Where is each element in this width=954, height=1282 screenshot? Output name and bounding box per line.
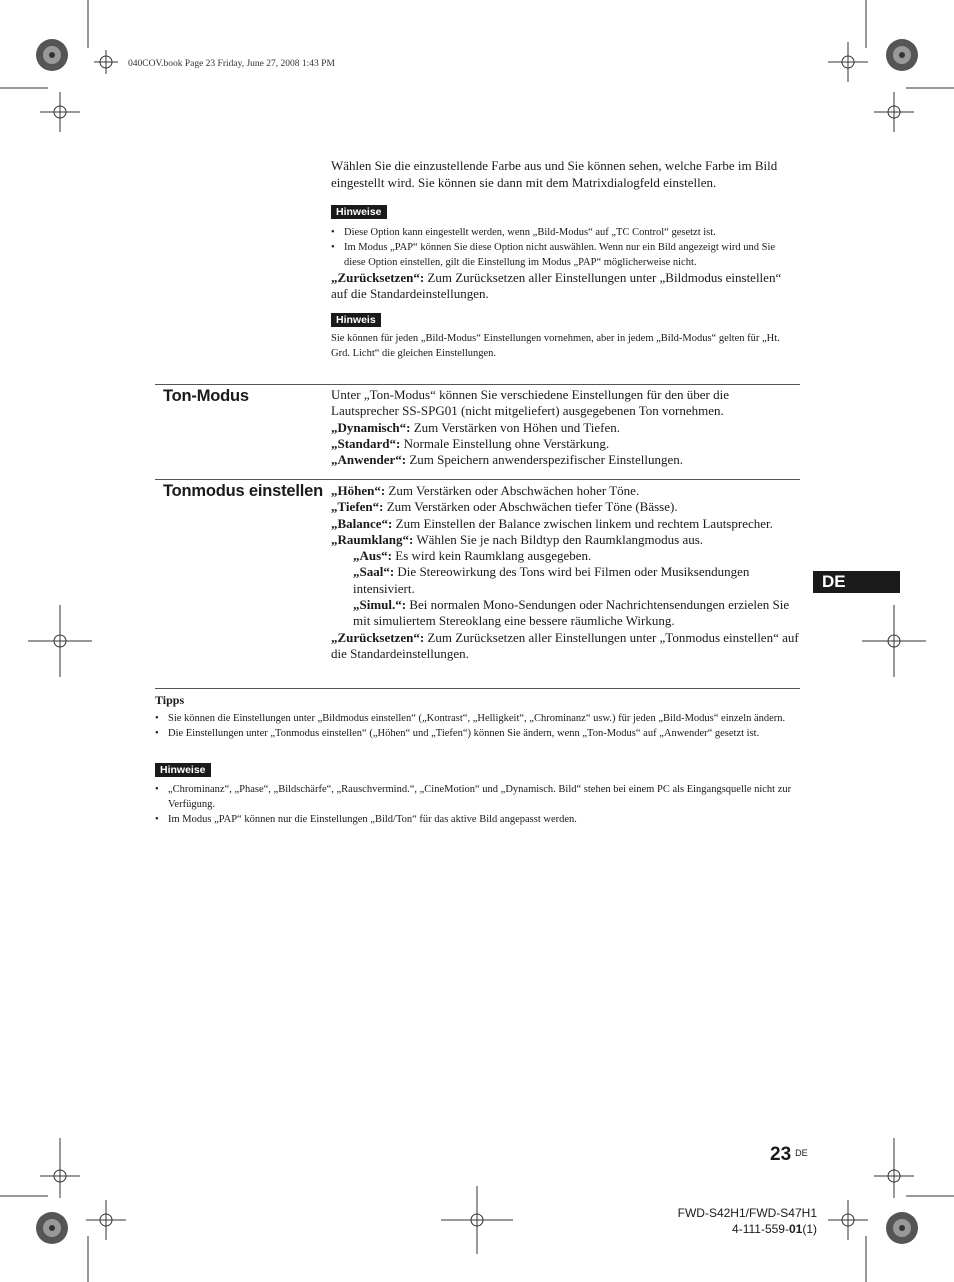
- sub-option-line: [331, 597, 799, 630]
- option-line: [331, 483, 799, 499]
- intro-text: Wählen Sie die einzustellende Farbe aus und Sie können sehen, welche Farbe im Bild eingestellt wird. Sie können sie dann mit dem Matrixdialogfeld einstellen.: [331, 158, 778, 190]
- option-line: [331, 420, 799, 436]
- option-text: Normale Einstellung ohne Verstärkung.: [400, 435, 610, 451]
- page-number-value: 23: [770, 1144, 792, 1165]
- option-term: „Raumklang“:: [331, 531, 414, 547]
- reset-text: Zum Zurücksetzen aller Einstellungen unter „Tonmodus einstellen“ auf die Standardeinstellungen.: [331, 629, 799, 661]
- option-line: [331, 499, 799, 515]
- reset-term: „Zurücksetzen“:: [331, 629, 425, 645]
- language-tab: DE: [813, 571, 900, 593]
- option-term: „Anwender“:: [331, 452, 407, 468]
- note-item: • Im Modus „PAP“ können Sie diese Option nicht auswählen. Wenn nur ein Bild angezeigt wird und Sie diese Option einstellen, gilt die Einstellung im Modus „PAP“ möglicherweise nicht.: [331, 240, 799, 270]
- sub-option-term: „Saal“:: [353, 564, 395, 580]
- model-info: [678, 1205, 817, 1237]
- option-text: Zum Verstärken oder Abschwächen tiefer Töne (Bässe).: [383, 499, 678, 515]
- sub-option-term: „Simul.“:: [353, 597, 407, 613]
- tonmodus-einstellen-heading: Tonmodus einstellen: [163, 482, 323, 500]
- intro-section: [331, 158, 799, 361]
- tips-heading: Tipps: [155, 693, 185, 707]
- divider: [155, 384, 800, 385]
- bottom-notes-badge: Hinweise: [155, 763, 211, 777]
- notes-badge: Hinweise: [331, 205, 387, 219]
- option-line: [331, 516, 799, 532]
- part-bold: 01: [788, 1222, 803, 1236]
- option-line: [331, 452, 799, 468]
- option-line: [331, 436, 799, 452]
- tonmodus-einstellen-body: [331, 483, 799, 662]
- sub-option-line: [331, 548, 799, 564]
- book-header: 040COV.book Page 23 Friday, June 27, 2008 1:43 PM: [128, 59, 335, 69]
- option-text: Zum Speichern anwenderspezifischer Einstellungen.: [406, 452, 683, 468]
- part-prefix: 4-111-559-: [732, 1222, 789, 1236]
- page-number-suffix: DE: [795, 1148, 808, 1158]
- notes-list: [331, 225, 799, 270]
- option-term: „Standard“:: [331, 435, 401, 451]
- ton-modus-body: [331, 387, 799, 468]
- sub-option-term: „Aus“:: [353, 548, 393, 564]
- option-text: Zum Einstellen der Balance zwischen linkem und rechtem Lautsprecher.: [392, 515, 773, 531]
- option-term: „Tiefen“:: [331, 499, 384, 515]
- reset-line: [331, 270, 799, 303]
- note-item: • Im Modus „PAP“ können nur die Einstellungen „Bild/Ton“ für das aktive Bild angepasst werden.: [155, 812, 795, 827]
- divider: [155, 688, 800, 689]
- part-suffix: (1): [802, 1222, 817, 1236]
- page-number: [770, 1144, 808, 1166]
- tip-item: • Sie können die Einstellungen unter „Bildmodus einstellen“ („Kontrast“, „Helligkeit“, „Chrominanz“ usw.) für jeden „Bild-Modus“ einzeln ändern.: [155, 711, 795, 726]
- tip-item: • Die Einstellungen unter „Tonmodus einstellen“ („Höhen“ und „Tiefen“) können Sie ändern, wenn „Ton-Modus“ auf „Anwender“ gesetzt ist.: [155, 726, 795, 741]
- ton-modus-intro: Unter „Ton-Modus“ können Sie verschiedene Einstellungen für den über die Lautsprecher SS-SPG01 (nicht mitgeliefert) ausgegebenen Ton vornehmen.: [331, 387, 729, 419]
- option-text: Zum Verstärken oder Abschwächen hoher Töne.: [385, 483, 640, 498]
- note-badge: Hinweis: [331, 313, 381, 327]
- reset-text: Zum Zurücksetzen aller Einstellungen unter „Bildmodus einstellen“ auf die Standardeinstellungen.: [331, 269, 782, 301]
- sub-option-text: Es wird kein Raumklang ausgegeben.: [392, 548, 592, 564]
- sub-option-text: Bei normalen Mono-Sendungen oder Nachrichtensendungen erzielen Sie mit simuliertem Stereoklang eine bessere räumliche Wirkung.: [353, 597, 790, 629]
- bottom-notes-list: [155, 782, 795, 827]
- option-term: „Dynamisch“:: [331, 419, 411, 435]
- ton-modus-heading: Ton-Modus: [163, 387, 249, 405]
- note-text: Sie können für jeden „Bild-Modus“ Einstellungen vornehmen, aber in jedem „Bild-Modus“ gelten für „Ht. Grd. Licht“ die gleichen Einstellungen.: [331, 333, 780, 359]
- note-item: • „Chrominanz“, „Phase“, „Bildschärfe“, „Rauschvermind.“, „CineMotion“ und „Dynamisch. Bild“ stehen bei einem PC als Eingangsquelle nicht zur Verfügung.: [155, 782, 795, 812]
- sub-option-line: [331, 564, 799, 597]
- option-term: „Höhen“:: [331, 483, 386, 498]
- option-text: Zum Verstärken von Höhen und Tiefen.: [410, 419, 620, 435]
- note-item: • Diese Option kann eingestellt werden, wenn „Bild-Modus“ auf „TC Control“ gesetzt ist.: [331, 225, 799, 240]
- reset-term: „Zurücksetzen“:: [331, 269, 425, 285]
- part-number: [678, 1221, 817, 1237]
- tips-list: [155, 711, 795, 741]
- reset-line: [331, 630, 799, 663]
- option-term: „Balance“:: [331, 515, 393, 531]
- option-line: [331, 532, 799, 548]
- model-name: FWD-S42H1/FWD-S47H1: [677, 1206, 817, 1220]
- option-text: Wählen Sie je nach Bildtyp den Raumklangmodus aus.: [413, 531, 704, 547]
- tips-section: [155, 693, 795, 827]
- sub-option-text: Die Stereowirkung des Tons wird bei Filmen oder Musiksendungen intensiviert.: [353, 564, 750, 596]
- divider: [155, 479, 800, 480]
